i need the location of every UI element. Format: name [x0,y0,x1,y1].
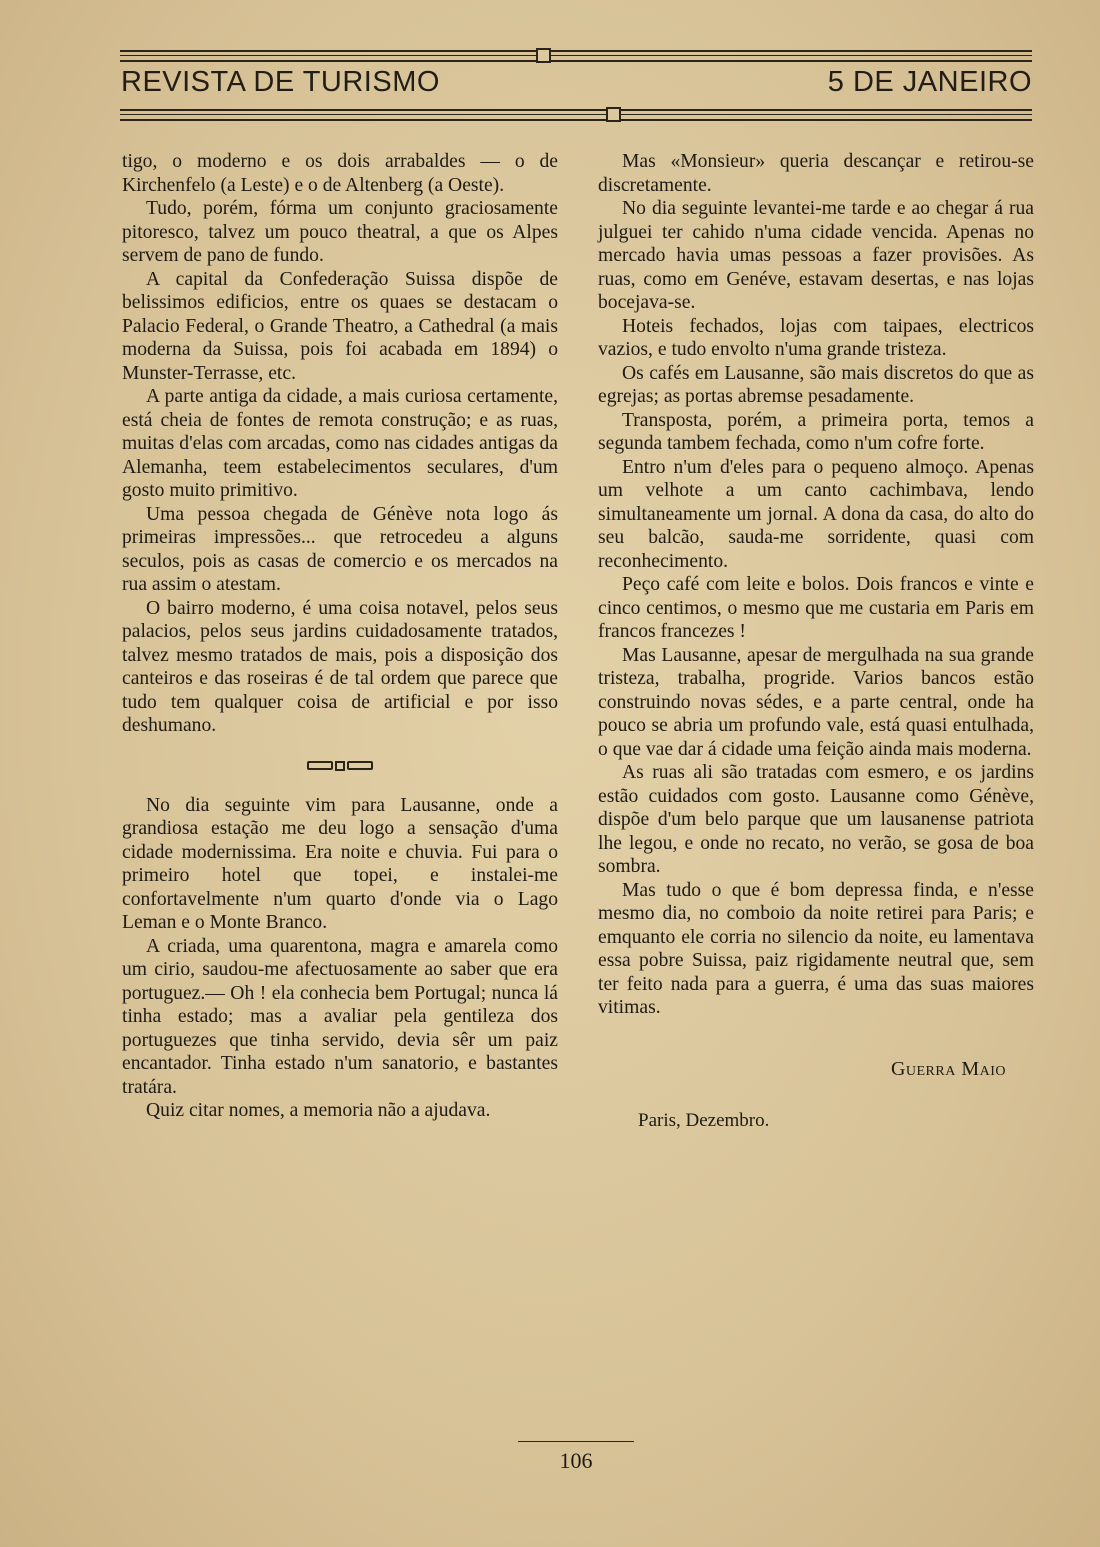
paragraph: A criada, uma quarentona, magra e amarela como um cirio, saudou-me afectuosamente ao saber que era portuguez.— Oh ! ela conhecia bem Portugal; nunca lá tinha estado; mas a avaliar pela gentileza dos portuguezes que tinha servido, devia sêr um paiz encantador. Tinha estado n'um sanatorio, e bastantes tratára. [122,935,558,1098]
paragraph: Tudo, porém, fórma um conjunto graciosamente pitoresco, talvez um pouco theatral, a que os Alpes servem de pano de fundo. [122,198,558,266]
paragraph: Entro n'um d'eles para o pequeno almoço. Apenas um velhote a um canto cachimbava, lendo simultaneamente um jornal. A dona da casa, do alto do seu balcão, sauda-me sorridente, quasi com reconhecimento. [598,456,1034,572]
paragraph: No dia seguinte vim para Lausanne, onde a grandiosa estação me deu logo a sensação d'uma cidade modernissima. Era noite e chuvia. Fui para o primeiro hotel que topei, e instalei-me confortavelmente n'um quarto d'onde via o Lago Leman e o Monte Branco. [122,794,558,933]
paragraph: O bairro moderno, é uma coisa notavel, pelos seus palacios, pelos seus jardins cuidadosamente tratados, talvez mesmo tratados de mais, pois a disposição dos canteiros e das roseiras é de tal ordem que parece que tudo tem qualquer coisa de artificial e por isso deshumano. [122,597,558,736]
left-column [122,150,558,1123]
magazine-title: REVISTA DE TURISMO [121,66,440,98]
paragraph: Peço café com leite e bolos. Dois francos e vinte e cinco centimos, o mesmo que me custaria em Paris em francos francezes ! [598,574,1034,642]
paragraph: A capital da Confederação Suissa dispõe de belissimos edificios, entre os quaes se destacam o Palacio Federal, o Grande Theatro, a Cathedral (a mais moderna da Suissa, pois foi acabada em 1894) o Munster-Terrasse, etc. [122,268,558,384]
place-date: Paris, Dezembro. [638,1110,770,1131]
paragraph: Quiz citar nomes, a memoria não a ajudava. [146,1100,491,1121]
paragraph: Mas Lausanne, apesar de mergulhada na sua grande tristeza, trabalha, progride. Varios bancos estão construindo novas sédes, e a parte central, onde ha pouco se abria um profundo vale, está quasi entulhada, o que vae dar á cidade uma feição ainda mais moderna. [598,644,1034,760]
paragraph: Os cafés em Lausanne, são mais discretos do que as egrejas; as portas abremse pesadamente. [598,362,1034,407]
paragraph: A parte antiga da cidade, a mais curiosa certamente, está cheia de fontes de remota construção; e as ruas, muitas d'elas com arcadas, como nas cidades antigas da Alemanha, teem estabelecimentos seculares, d'um gosto muito primitivo. [122,386,558,501]
paragraph: Hoteis fechados, lojas com taipaes, electricos vazios, e tudo envolto n'uma grande tristeza. [598,315,1034,360]
paragraph: As ruas ali são tratadas com esmero, e os jardins estão cuidados com gosto. Lausanne como Génève, dispõe d'um belo parque que um lausanense patriota lhe legou, e onde no recato, no verão, se gosa de boa sombra. [598,762,1034,877]
right-column [598,150,1034,1133]
issue-date: 5 DE JANEIRO [827,66,1032,98]
paragraph: Mas «Monsieur» queria descançar e retirou-se discretamente. [598,151,1034,196]
footer-rule [518,1441,634,1442]
paragraph: Transposta, porém, a primeira porta, temos a segunda tambem fechada, como n'um cofre forte. [598,409,1034,454]
page-number: 106 [559,1448,593,1473]
paragraph: Uma pessoa chegada de Génève nota logo ás primeiras impressões... que retrocedeu a alguns seculos, pois as casas de comercio e os mercados na rua assim o atestam. [122,503,558,595]
author-signature: Guerra Maio [890,1057,1006,1080]
paragraph: No dia seguinte levantei-me tarde e ao chegar á rua julguei ter cahido n'uma cidade vencida. Apenas no mercado havia umas pessoas a fazer provisões. As ruas, como em Genéve, estavam desertas, e nas lojas bocejava-se. [598,198,1034,313]
header-ornament-rule [120,104,1032,124]
paragraph: tigo, o moderno e os dois arrabaldes — o de Kirchenfelo (a Leste) e o de Altenberg (a Oeste). [122,151,558,196]
top-ornament-rule [120,48,1032,68]
section-divider-ornament [122,738,558,794]
paragraph: Mas tudo o que é bom depressa finda, e n'esse mesmo dia, no comboio da noite retirei para Paris; e emquanto ele corria no silencio da noite, eu lamentava essa pobre Suissa, paiz rigidamente neutral que, sem ter feito nada para a guerra, é uma das suas maiores vitimas. [598,879,1034,1018]
